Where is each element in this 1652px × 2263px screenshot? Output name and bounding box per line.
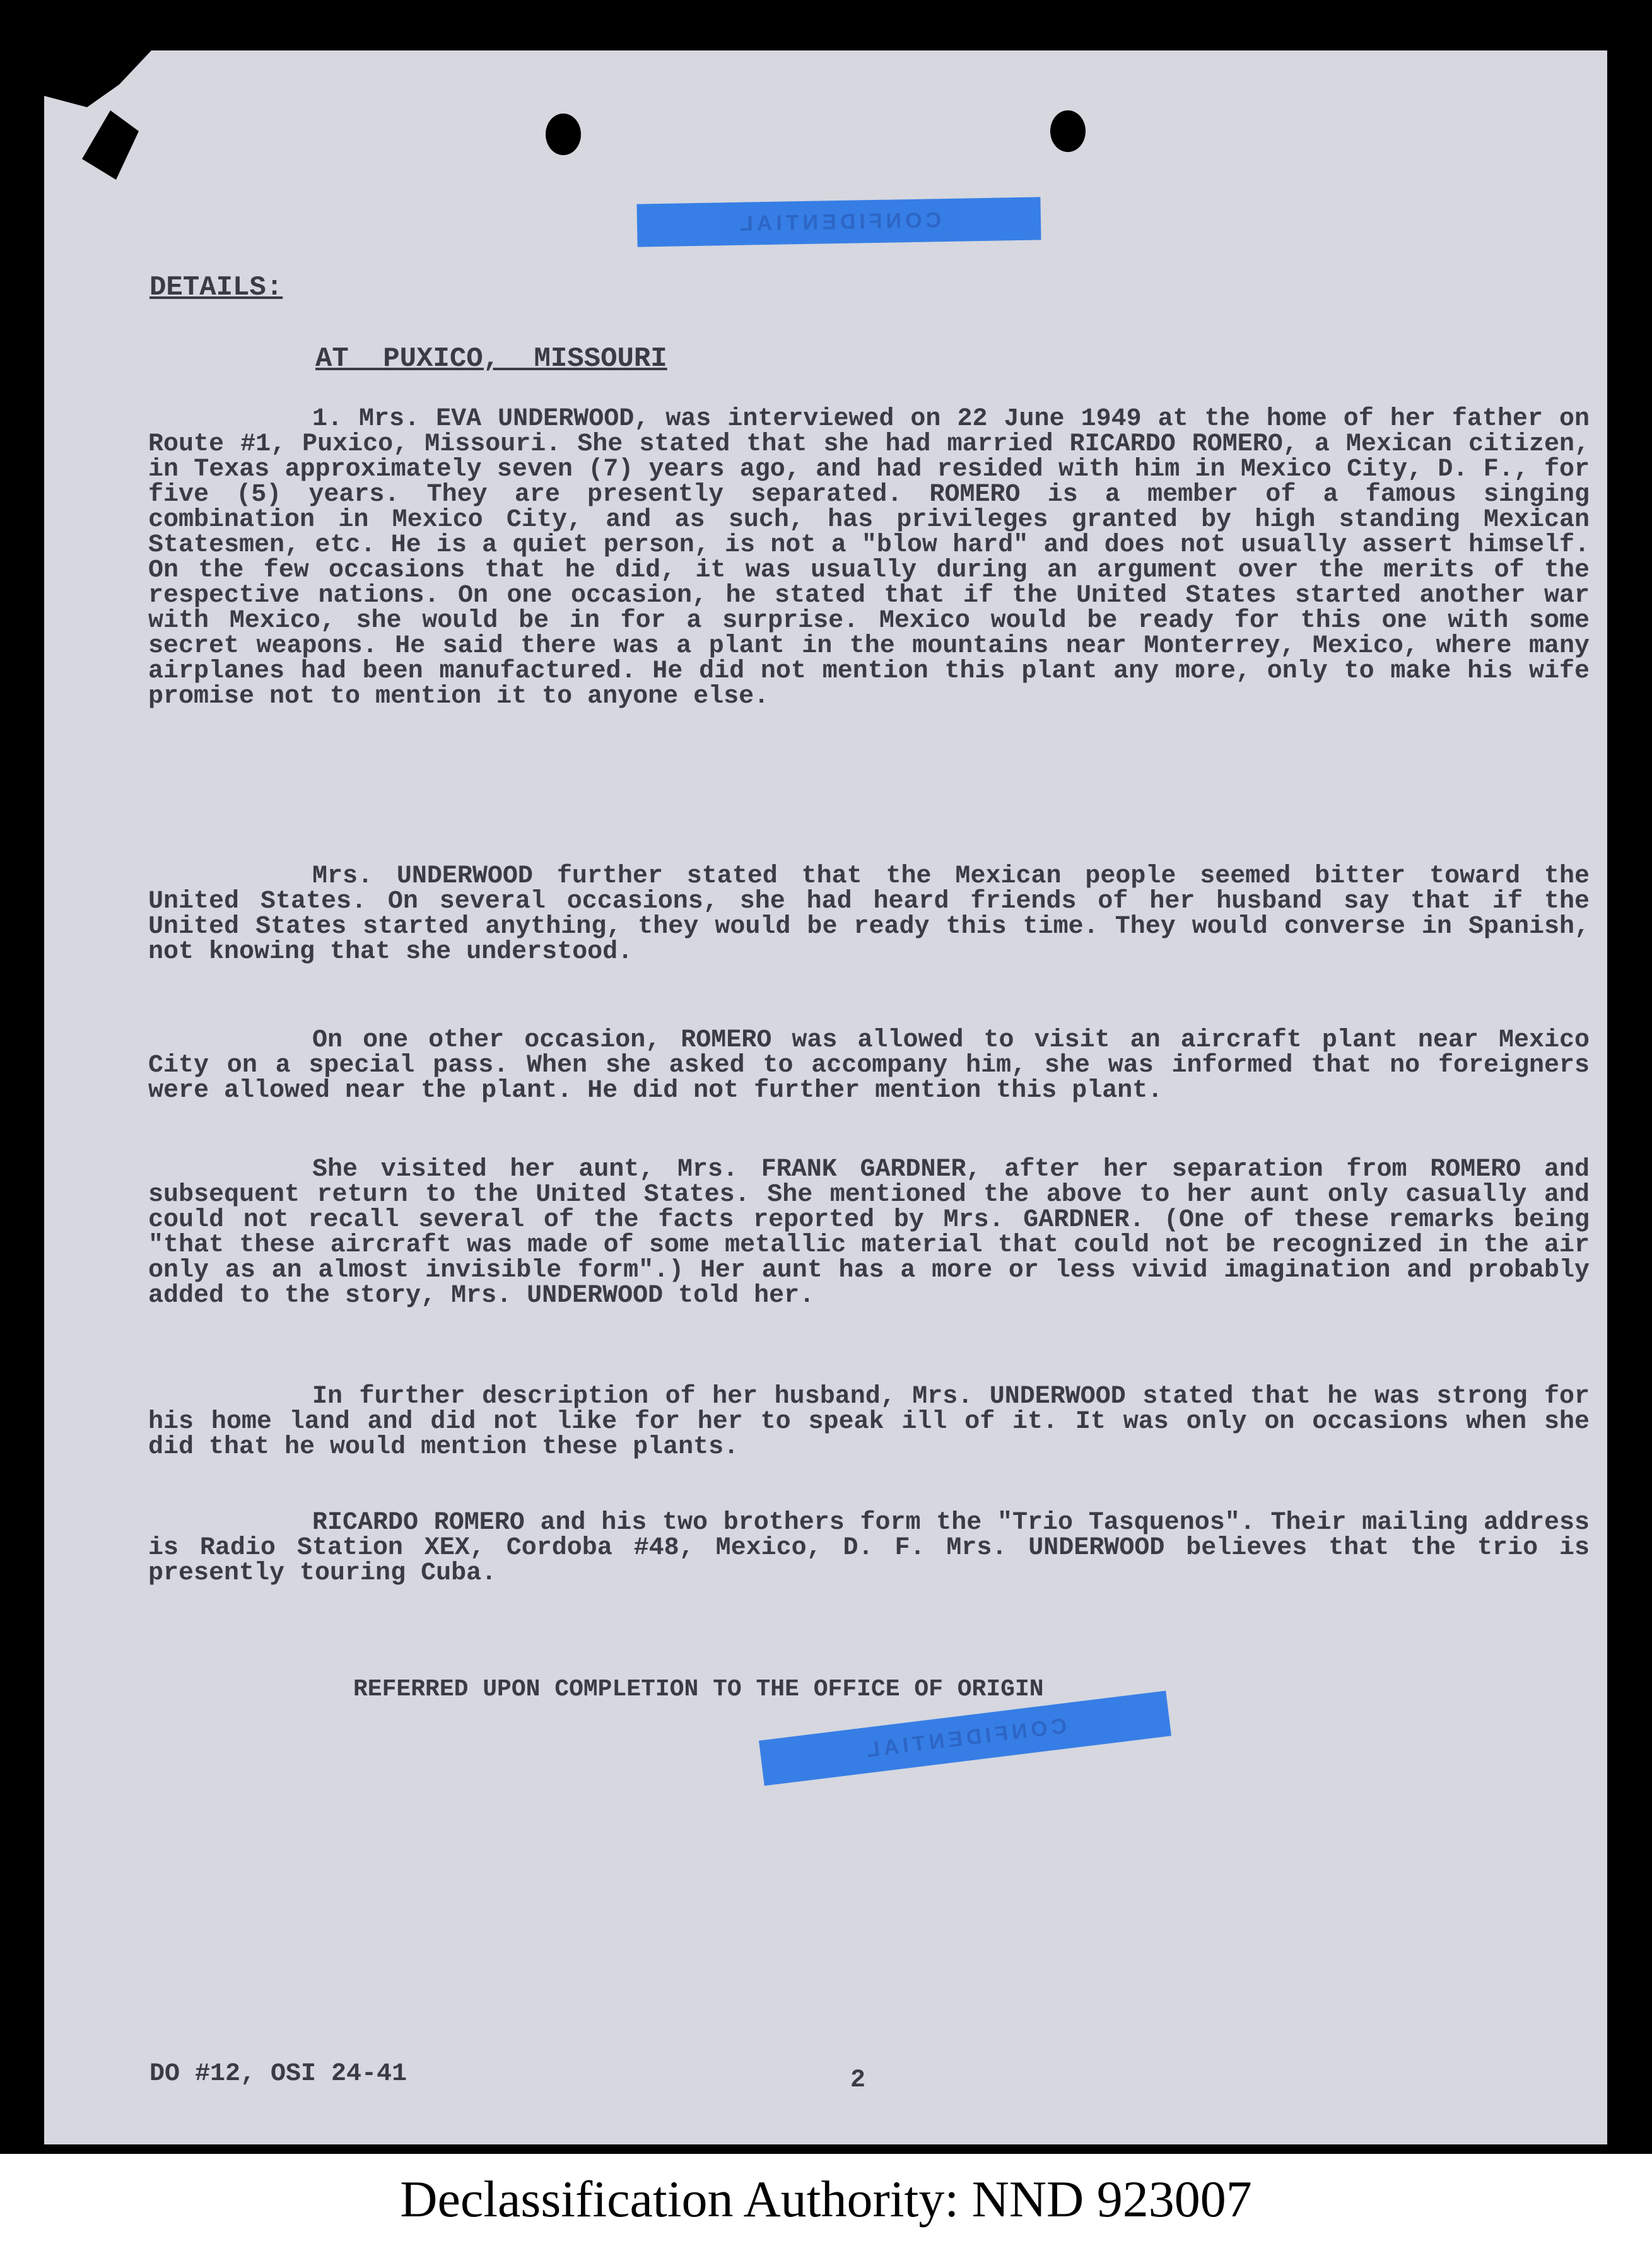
paragraph-3: On one other occasion, ROMERO was allowed to visit an aircraft plant near Mexico City on a special pass. When she asked to accompany him, she was informed that no foreigners were allowed near the plant. He did not further mention this plant. <box>148 1026 1590 1105</box>
confidential-stamp-top: CONFIDENTIAL <box>636 197 1041 247</box>
details-heading: DETAILS: <box>149 272 283 303</box>
declassification-footer: Declassification Authority: NND 923007 <box>400 2170 1252 2228</box>
paragraph-6: RICARDO ROMERO and his two brothers form the "Trio Tasquenos". Their mailing address is Radio Station XEX, Cordoba #48, Mexico, D. F. Mrs. UNDERWOOD believes that the trio is presently touring Cuba. <box>148 1509 1590 1588</box>
paragraph-5: In further description of her husband, Mrs. UNDERWOOD stated that he was strong for his home land and did not like for her to speak ill of it. It was only on occasions when she did that he would mention these plants. <box>148 1383 1590 1461</box>
file-number: DO #12, OSI 24-41 <box>149 2060 407 2088</box>
torn-fragment <box>82 110 139 180</box>
punch-hole-left <box>546 114 581 155</box>
location-heading: AT PUXICO, MISSOURI <box>315 343 667 375</box>
paragraph-1: 1. Mrs. EVA UNDERWOOD, was interviewed on 22 June 1949 at the home of her father on Route #1, Puxico, Missouri. She stated that she had married RICARDO ROMERO, a Mexican citizen, in Texas approximately seven (7) years ago, and had resided with him in Mexico City, D. F., for five (5) years. They are presently separated. ROMERO is a member of a famous singing combination in Mexico City, and as such, has privileges granted by high standing Mexican Statesmen, etc. He is a quiet person, is not a "blow hard" and does not usually assert himself. On the few occasions that he did, it was usually during an argument over the merits of the respective nations. On one occasion, he stated that if the United States started another war with Mexico, she would be in for a surprise. Mexico would be ready for this one with some secret weapons. He said there was a plant in the mountains near Monterrey, Mexico, where many airplanes had been manufactured. He did not mention this plant any more, only to make his wife promise not to mention it to anyone else. <box>148 405 1590 711</box>
paragraph-2: Mrs. UNDERWOOD further stated that the Mexican people seemed bitter toward the United States. On several occasions, she had heard friends of her husband say that if the United States started anything, they would be ready this time. They would converse in Spanish, not knowing that she understood. <box>148 862 1590 966</box>
punch-hole-right <box>1050 110 1086 152</box>
torn-corner <box>44 50 151 107</box>
paragraph-4: She visited her aunt, Mrs. FRANK GARDNER, after her separation from ROMERO and subsequent return to the United States. She mentioned the above to her aunt only casually and could not recall several of the facts reported by Mrs. GARDNER. (One of these remarks being "that these aircraft was made of some metallic material that could not be recognized in the air only as an almost invisible form".) Her aunt has a more or less vivid imagination and probably added to the story, Mrs. UNDERWOOD told her. <box>148 1155 1590 1310</box>
page-number: 2 <box>850 2066 866 2095</box>
closing-line: REFERRED UPON COMPLETION TO THE OFFICE OF ORIGIN <box>353 1676 1044 1703</box>
confidential-stamp-bottom: CONFIDENTIAL <box>759 1691 1171 1786</box>
